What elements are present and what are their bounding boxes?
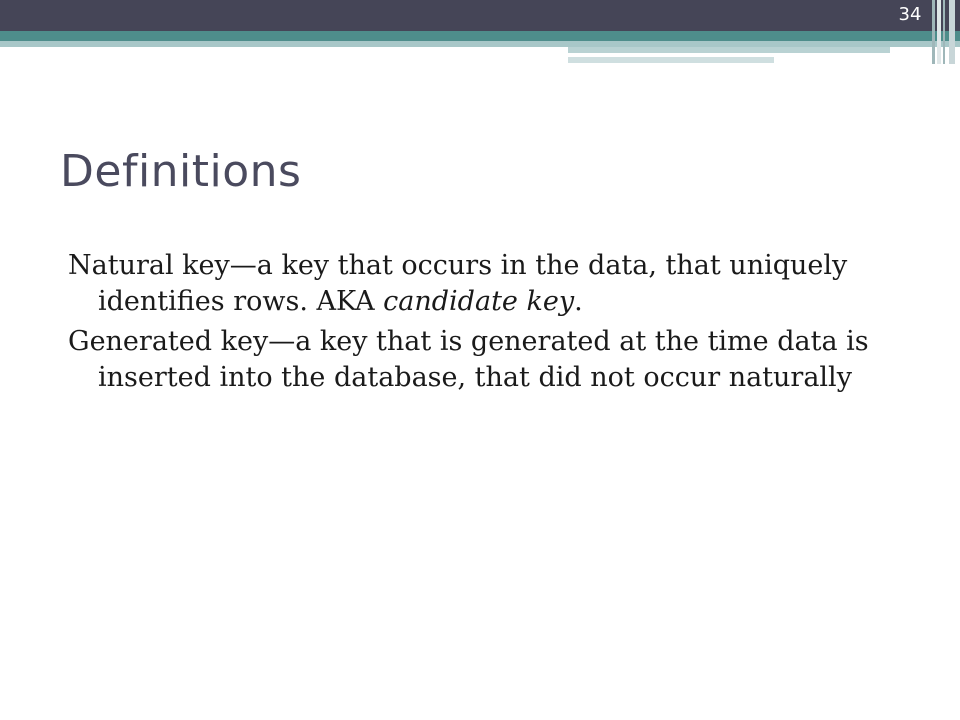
header-band-extension-lower — [568, 57, 774, 63]
header-band-teal — [0, 31, 960, 41]
header-band-divider — [568, 53, 890, 56]
bullet-natural-key — [68, 248, 888, 320]
slide-title: Definitions — [60, 146, 302, 197]
bullet-suffix: . — [574, 286, 583, 317]
right-accent-line — [949, 0, 955, 64]
bullet-generated-key — [68, 324, 888, 396]
slide-number: 34 — [898, 4, 922, 25]
bullet-text: Generated key—a key that is generated at the time data is inserted into the database, that did not occur naturally — [68, 326, 869, 393]
header-band-dark — [0, 0, 960, 31]
right-accent-line — [937, 0, 941, 64]
bullet-list — [68, 248, 888, 400]
right-accent-line — [932, 0, 935, 64]
bullet-emphasis: candidate key — [383, 286, 575, 317]
bullet-text: Natural key—a key that occurs in the data, that uniquely identifies rows. AKA — [68, 250, 848, 317]
right-accent-line — [943, 0, 945, 64]
